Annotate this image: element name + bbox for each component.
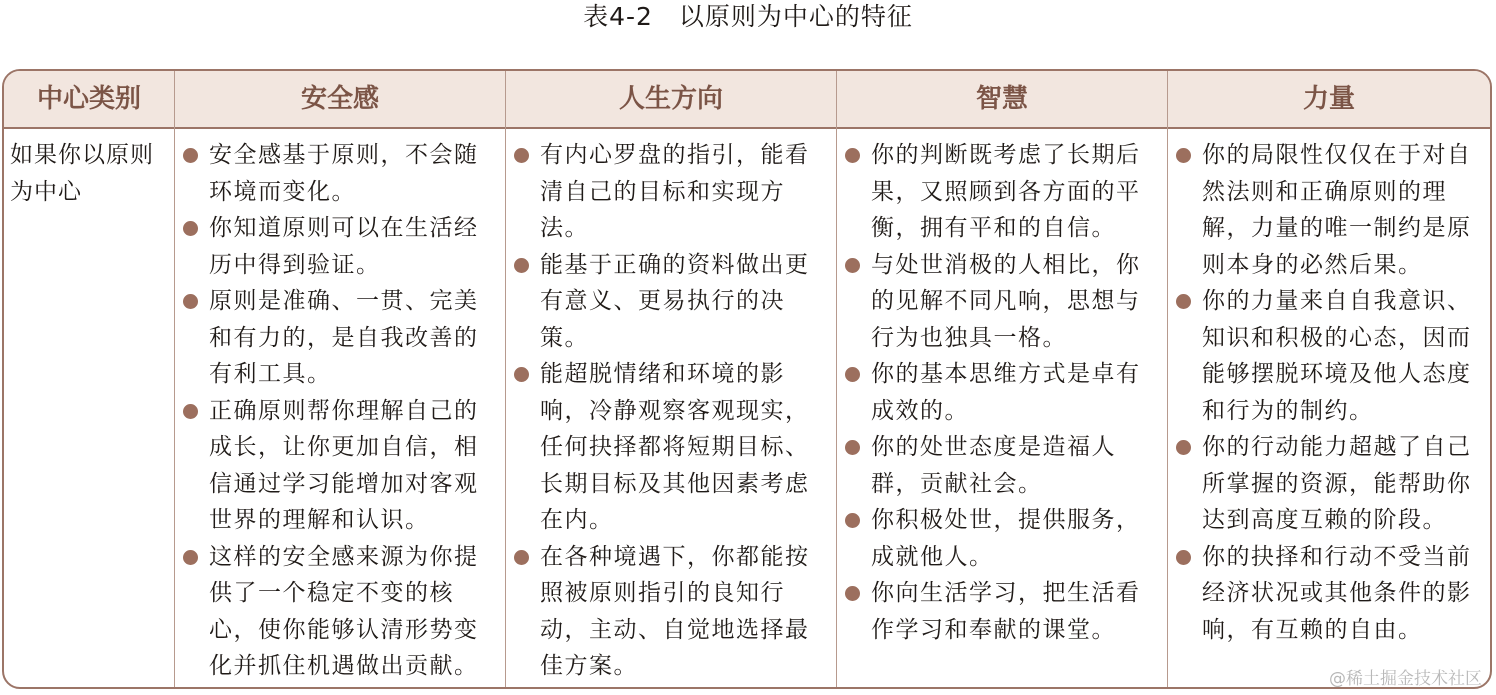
list-item-text: 你积极处世，提供服务，成就他人。 (871, 507, 1141, 570)
bullet-icon (845, 440, 860, 455)
category-text: 如果你以原则为中心 (10, 142, 154, 205)
list-item (506, 247, 832, 357)
bullet-icon (1176, 148, 1191, 163)
list-item-text: 有内心罗盘的指引，能看清自己的目标和实现方法。 (540, 142, 810, 241)
list-item-text: 安全感基于原则，不会随环境而变化。 (209, 142, 479, 205)
bullet-icon (514, 148, 529, 163)
bullet-icon (183, 550, 198, 565)
watermark: @稀土掘金技术社区 (1329, 669, 1482, 689)
bullet-icon (183, 294, 198, 309)
list-item-text: 在各种境遇下，你都能按照被原则指引的良知行动，主动、自觉地选择最佳方案。 (540, 543, 810, 679)
list-item (175, 137, 501, 210)
bullet-icon (514, 258, 529, 273)
list-item (1168, 137, 1486, 283)
security-cell (175, 129, 505, 689)
bullet-icon (1176, 440, 1191, 455)
list-item (506, 356, 832, 539)
bullet-icon (845, 586, 860, 601)
category-cell (4, 129, 174, 689)
list-item (175, 283, 501, 393)
list-item-text: 你的处世态度是造福人群，贡献社会。 (871, 434, 1116, 497)
header-category: 中心类别 (36, 84, 141, 114)
power-list (1168, 137, 1486, 648)
power-cell (1168, 129, 1490, 689)
list-item (1168, 283, 1486, 429)
list-item (1168, 539, 1486, 649)
list-item-text: 你知道原则可以在生活经历中得到验证。 (209, 215, 479, 278)
bullet-icon (845, 513, 860, 528)
bullet-icon (514, 550, 529, 565)
principles-table (2, 69, 1492, 689)
list-item (837, 356, 1163, 429)
list-item-text: 能超脱情绪和环境的影响，冷静观察客观现实，任何抉择都将短期目标、长期目标及其他因素考虑在内。 (540, 361, 810, 533)
list-item (175, 393, 501, 539)
header-power: 力量 (1302, 84, 1355, 114)
table-header (4, 71, 1490, 129)
bullet-icon (845, 258, 860, 273)
list-item (506, 137, 832, 247)
security-list (175, 137, 501, 685)
list-item-text: 你的行动能力超越了自己所掌握的资源，能帮助你达到高度互赖的阶段。 (1202, 434, 1472, 533)
table-caption: 表4-2 以原则为中心的特征 (583, 2, 913, 31)
list-item-text: 与处世消极的人相比，你的见解不同凡响，思想与行为也独具一格。 (871, 251, 1141, 351)
wisdom-cell (837, 129, 1167, 689)
list-item (837, 502, 1163, 575)
list-item (175, 210, 501, 283)
bullet-icon (1176, 294, 1191, 309)
bullet-icon (1176, 550, 1191, 565)
header-wisdom: 智慧 (975, 84, 1028, 114)
table-body (4, 129, 1490, 689)
list-item-text: 这样的安全感来源为你提供了一个稳定不变的核心，使你能够认清形势变化并抓住机遇做出贡献。 (209, 543, 479, 679)
bullet-icon (183, 148, 198, 163)
list-item-text: 你的局限性仅仅在于对自然法则和正确原则的理解，力量的唯一制约是原则本身的必然后果。 (1202, 142, 1472, 278)
header-security: 安全感 (300, 84, 379, 114)
list-item (175, 539, 501, 685)
list-item (837, 137, 1163, 247)
list-item-text: 你的判断既考虑了长期后果，又照顾到各方面的平衡，拥有平和的自信。 (871, 142, 1141, 241)
list-item-text: 你的力量来自自我意识、知识和积极的心态，因而能够摆脱环境及他人态度和行为的制约。 (1202, 288, 1472, 424)
list-item-text: 正确原则帮你理解自己的成长，让你更加自信，相信通过学习能增加对客观世界的理解和认识。 (209, 397, 479, 533)
bullet-icon (183, 221, 198, 236)
bullet-icon (845, 367, 860, 382)
list-item (506, 539, 832, 685)
bullet-icon (845, 148, 860, 163)
list-item (837, 575, 1163, 648)
list-item (837, 247, 1163, 357)
list-item-text: 原则是准确、一贯、完美和有力的，是自我改善的有利工具。 (209, 288, 479, 387)
bullet-icon (183, 404, 198, 419)
direction-cell (506, 129, 836, 689)
wisdom-list (837, 137, 1163, 648)
direction-list (506, 137, 832, 685)
header-direction: 人生方向 (618, 84, 723, 114)
list-item-text: 你的基本思维方式是卓有成效的。 (871, 361, 1141, 424)
list-item-text: 你的抉择和行动不受当前经济状况或其他条件的影响，有互赖的自由。 (1202, 543, 1472, 643)
list-item-text: 你向生活学习，把生活看作学习和奉献的课堂。 (871, 580, 1141, 643)
bullet-icon (514, 367, 529, 382)
list-item (1168, 429, 1486, 539)
list-item-text: 能基于正确的资料做出更有意义、更易执行的决策。 (540, 251, 810, 351)
list-item (837, 429, 1163, 502)
